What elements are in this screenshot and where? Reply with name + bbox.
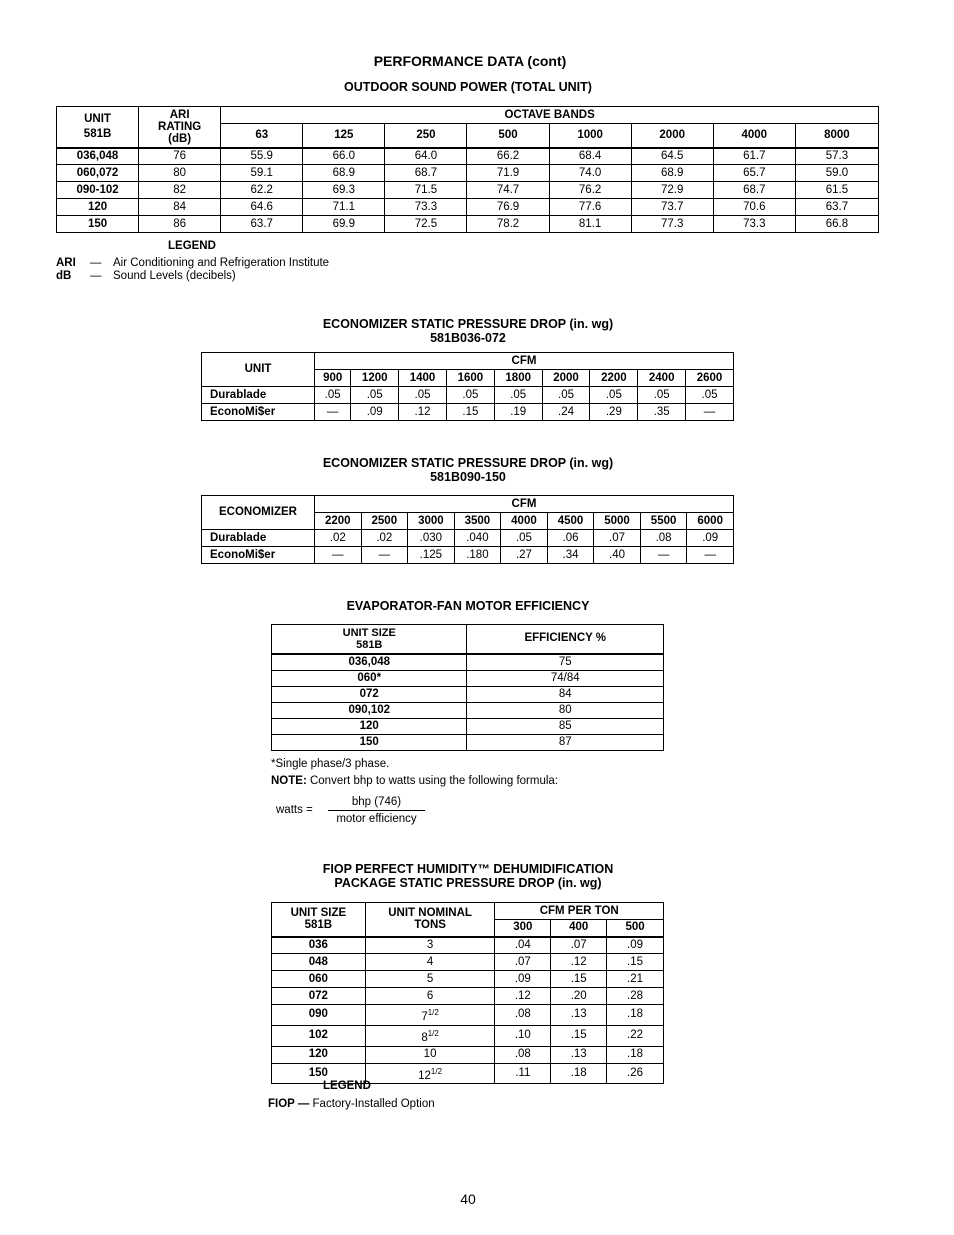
- unit-cell: 102: [272, 1025, 366, 1046]
- unit-cell: 150: [57, 216, 139, 233]
- efficiency-cell: 85: [467, 718, 664, 734]
- formula-lhs: watts =: [276, 804, 313, 816]
- table-row: [202, 387, 734, 404]
- unit-cell: 150: [272, 1063, 366, 1084]
- value-cell: .07: [495, 954, 551, 971]
- table-row: [57, 216, 879, 233]
- humid-title: FIOP PERFECT HUMIDITY™ DEHUMIDIFICATION PACKAGE STATIC PRESSURE DROP (in. wg): [322, 862, 614, 890]
- value-cell: .09: [607, 937, 664, 954]
- value-cell: .26: [607, 1063, 664, 1084]
- value-cell: .24: [542, 404, 590, 421]
- value-cell: 73.3: [713, 216, 795, 233]
- economizer-name-cell: Durablade: [202, 530, 315, 547]
- cfm-header: 2500: [361, 513, 408, 530]
- value-cell: 68.9: [631, 165, 713, 182]
- value-cell: —: [640, 547, 687, 564]
- tons-whole: 10: [423, 1048, 437, 1061]
- ari-cell: 76: [139, 148, 221, 165]
- value-cell: .125: [408, 547, 455, 564]
- humid-table: [271, 902, 664, 1084]
- tons-cell: [365, 988, 495, 1005]
- ari-cell: 84: [139, 199, 221, 216]
- cfm-header: 3000: [408, 513, 455, 530]
- cfm-header: 900: [315, 370, 351, 387]
- value-cell: .12: [399, 404, 447, 421]
- cfm-header: 6000: [687, 513, 734, 530]
- value-cell: .10: [495, 1025, 551, 1046]
- value-cell: 59.1: [221, 165, 303, 182]
- value-cell: —: [315, 547, 362, 564]
- cfm-header: 1600: [446, 370, 494, 387]
- value-cell: .07: [551, 937, 607, 954]
- table-row: [57, 165, 879, 182]
- cfm-header: 2000: [542, 370, 590, 387]
- cfm-header: 2400: [638, 370, 686, 387]
- value-cell: 71.5: [385, 182, 467, 199]
- value-cell: .19: [494, 404, 542, 421]
- value-cell: .02: [315, 530, 362, 547]
- econ2-header-cfm: CFM: [315, 496, 734, 513]
- humid-header-cfm: CFM PER TON: [495, 903, 664, 920]
- value-cell: 70.6: [713, 199, 795, 216]
- value-cell: .12: [551, 954, 607, 971]
- econ2-table: [201, 495, 734, 564]
- ari-cell: 86: [139, 216, 221, 233]
- value-cell: 62.2: [221, 182, 303, 199]
- value-cell: 77.3: [631, 216, 713, 233]
- econ2-title: ECONOMIZER STATIC PRESSURE DROP (in. wg) 581B090-150: [322, 456, 614, 484]
- value-cell: .040: [454, 530, 501, 547]
- value-cell: 66.0: [303, 148, 385, 165]
- value-cell: .27: [501, 547, 548, 564]
- value-cell: .40: [594, 547, 641, 564]
- economizer-name-cell: EconoMi$er: [202, 404, 315, 421]
- value-cell: 69.3: [303, 182, 385, 199]
- value-cell: —: [687, 547, 734, 564]
- motor-header-unit: UNIT SIZE 581B: [272, 625, 467, 654]
- legend-item: ARI — Air Conditioning and Refrigeration Institute: [56, 257, 330, 269]
- octave-band-header: 125: [303, 124, 385, 148]
- value-cell: .07: [594, 530, 641, 547]
- table-row: [57, 148, 879, 165]
- efficiency-cell: 87: [467, 734, 664, 750]
- header-octave-bands: OCTAVE BANDS: [221, 107, 879, 124]
- cfm-header: 1800: [494, 370, 542, 387]
- unit-cell: 090-102: [57, 182, 139, 199]
- value-cell: 76.9: [467, 199, 549, 216]
- tons-whole: 4: [426, 955, 434, 968]
- value-cell: .08: [640, 530, 687, 547]
- cfm-header: 5500: [640, 513, 687, 530]
- value-cell: .18: [607, 1005, 664, 1026]
- value-cell: .05: [315, 387, 351, 404]
- value-cell: 64.0: [385, 148, 467, 165]
- value-cell: 64.6: [221, 199, 303, 216]
- value-cell: .08: [495, 1005, 551, 1026]
- value-cell: .02: [361, 530, 408, 547]
- tons-cell: [365, 1025, 495, 1046]
- humid-legend-title: LEGEND: [323, 1080, 371, 1092]
- value-cell: 76.2: [549, 182, 631, 199]
- legend-item: dB — Sound Levels (decibels): [56, 270, 236, 282]
- sound-legend: [56, 257, 329, 283]
- value-cell: 64.5: [631, 148, 713, 165]
- value-cell: .08: [495, 1046, 551, 1063]
- value-cell: .15: [446, 404, 494, 421]
- table-row: [272, 686, 664, 702]
- value-cell: 55.9: [221, 148, 303, 165]
- tons-fraction: 1/2: [430, 1066, 443, 1076]
- table-row: [272, 1005, 664, 1026]
- tons-whole: 6: [426, 989, 434, 1002]
- tons-cell: [365, 1063, 495, 1084]
- value-cell: 71.1: [303, 199, 385, 216]
- value-cell: 68.7: [385, 165, 467, 182]
- humid-legend: FIOP — Factory-Installed Option: [268, 1098, 435, 1110]
- value-cell: .09: [351, 404, 399, 421]
- value-cell: 69.9: [303, 216, 385, 233]
- value-cell: 74.7: [467, 182, 549, 199]
- value-cell: 78.2: [467, 216, 549, 233]
- tons-whole: 7: [421, 1010, 428, 1023]
- table-row: [272, 954, 664, 971]
- octave-band-header: 250: [385, 124, 467, 148]
- octave-band-header: 8000: [795, 124, 878, 148]
- value-cell: .18: [607, 1046, 664, 1063]
- sound-legend-title: LEGEND: [168, 240, 216, 252]
- unit-cell: 036,048: [57, 148, 139, 165]
- value-cell: .15: [607, 954, 664, 971]
- cfm-header: 500: [607, 920, 664, 937]
- value-cell: 61.5: [795, 182, 878, 199]
- value-cell: 71.9: [467, 165, 549, 182]
- octave-band-header: 4000: [713, 124, 795, 148]
- value-cell: 61.7: [713, 148, 795, 165]
- octave-band-header: 1000: [549, 124, 631, 148]
- page-number: 40: [460, 1191, 476, 1207]
- unit-cell: 090: [272, 1005, 366, 1026]
- cfm-header: 300: [495, 920, 551, 937]
- value-cell: .09: [687, 530, 734, 547]
- efficiency-cell: 74/84: [467, 670, 664, 686]
- value-cell: .13: [551, 1046, 607, 1063]
- economizer-name-cell: EconoMi$er: [202, 547, 315, 564]
- unit-cell: 090,102: [272, 702, 467, 718]
- value-cell: 66.8: [795, 216, 878, 233]
- octave-band-header: 2000: [631, 124, 713, 148]
- cfm-header: 2200: [590, 370, 638, 387]
- cfm-header: 5000: [594, 513, 641, 530]
- sound-power-table: [56, 106, 879, 233]
- value-cell: 63.7: [221, 216, 303, 233]
- cfm-header: 2200: [315, 513, 362, 530]
- tons-cell: [365, 954, 495, 971]
- table-row: [272, 734, 664, 750]
- value-cell: .13: [551, 1005, 607, 1026]
- value-cell: .05: [638, 387, 686, 404]
- header-ari: ARI RATING (dB): [139, 107, 221, 148]
- unit-cell: 060*: [272, 670, 467, 686]
- value-cell: .15: [551, 971, 607, 988]
- motor-footnote: *Single phase/3 phase.: [271, 758, 390, 770]
- value-cell: .15: [551, 1025, 607, 1046]
- table-row: [57, 182, 879, 199]
- value-cell: 81.1: [549, 216, 631, 233]
- tons-fraction: 1/2: [427, 1028, 439, 1038]
- value-cell: .11: [495, 1063, 551, 1084]
- table-row: [272, 654, 664, 671]
- unit-cell: 060: [272, 971, 366, 988]
- cfm-header: 4000: [501, 513, 548, 530]
- value-cell: 72.5: [385, 216, 467, 233]
- value-cell: 63.7: [795, 199, 878, 216]
- tons-whole: 12: [418, 1069, 431, 1082]
- value-cell: —: [361, 547, 408, 564]
- value-cell: .05: [590, 387, 638, 404]
- cfm-header: 1200: [351, 370, 399, 387]
- value-cell: .12: [495, 988, 551, 1005]
- sound-title: OUTDOOR SOUND POWER (TOTAL UNIT): [344, 80, 592, 94]
- value-cell: —: [315, 404, 351, 421]
- unit-cell: 120: [272, 718, 467, 734]
- value-cell: 77.6: [549, 199, 631, 216]
- motor-note: NOTE: Convert bhp to watts using the following formula:: [271, 775, 558, 787]
- value-cell: 73.3: [385, 199, 467, 216]
- ari-cell: 82: [139, 182, 221, 199]
- page-title: PERFORMANCE DATA (cont): [373, 53, 567, 69]
- tons-fraction: 1/2: [427, 1008, 439, 1017]
- value-cell: .030: [408, 530, 455, 547]
- econ1-header-first: UNIT: [202, 353, 315, 387]
- value-cell: 72.9: [631, 182, 713, 199]
- value-cell: .34: [547, 547, 594, 564]
- tons-cell: [365, 1005, 495, 1026]
- econ2-header-first: ECONOMIZER: [202, 496, 315, 530]
- tons-cell: [365, 937, 495, 954]
- unit-cell: 072: [272, 988, 366, 1005]
- table-row: [272, 937, 664, 954]
- unit-cell: 120: [57, 199, 139, 216]
- value-cell: .180: [454, 547, 501, 564]
- unit-cell: 036,048: [272, 654, 467, 671]
- value-cell: .05: [399, 387, 447, 404]
- formula-denominator: motor efficiency: [336, 813, 417, 825]
- cfm-header: 1400: [399, 370, 447, 387]
- table-row: [272, 702, 664, 718]
- table-row: [272, 718, 664, 734]
- value-cell: .05: [686, 387, 734, 404]
- value-cell: .09: [495, 971, 551, 988]
- value-cell: 59.0: [795, 165, 878, 182]
- motor-table: [271, 624, 664, 751]
- table-row: [272, 971, 664, 988]
- table-row: [57, 199, 879, 216]
- tons-cell: [365, 971, 495, 988]
- value-cell: 68.9: [303, 165, 385, 182]
- value-cell: .22: [607, 1025, 664, 1046]
- table-row: [272, 670, 664, 686]
- value-cell: .05: [542, 387, 590, 404]
- tons-whole: 5: [426, 972, 434, 985]
- humid-header-tons: UNIT NOMINAL TONS: [365, 903, 495, 937]
- tons-whole: 3: [426, 938, 434, 951]
- value-cell: 68.7: [713, 182, 795, 199]
- value-cell: .35: [638, 404, 686, 421]
- unit-cell: 120: [272, 1046, 366, 1063]
- value-cell: 73.7: [631, 199, 713, 216]
- econ1-table: [201, 352, 734, 421]
- formula-fraction: [328, 795, 425, 827]
- unit-cell: 060,072: [57, 165, 139, 182]
- value-cell: .05: [351, 387, 399, 404]
- tons-cell: [365, 1046, 495, 1063]
- ari-cell: 80: [139, 165, 221, 182]
- table-row: [272, 988, 664, 1005]
- econ1-title: ECONOMIZER STATIC PRESSURE DROP (in. wg) 581B036-072: [322, 317, 614, 345]
- economizer-name-cell: Durablade: [202, 387, 315, 404]
- value-cell: .04: [495, 937, 551, 954]
- value-cell: .21: [607, 971, 664, 988]
- value-cell: .05: [501, 530, 548, 547]
- efficiency-cell: 75: [467, 654, 664, 671]
- cfm-header: 4500: [547, 513, 594, 530]
- motor-title: EVAPORATOR-FAN MOTOR EFFICIENCY: [346, 599, 590, 613]
- efficiency-cell: 84: [467, 686, 664, 702]
- formula-numerator: bhp (746): [328, 795, 425, 811]
- value-cell: .20: [551, 988, 607, 1005]
- value-cell: 57.3: [795, 148, 878, 165]
- efficiency-cell: 80: [467, 702, 664, 718]
- table-row: [202, 530, 734, 547]
- motor-header-eff: EFFICIENCY %: [467, 625, 664, 654]
- table-row: [202, 404, 734, 421]
- value-cell: 66.2: [467, 148, 549, 165]
- table-row: [272, 1025, 664, 1046]
- econ1-header-cfm: CFM: [315, 353, 734, 370]
- value-cell: .29: [590, 404, 638, 421]
- tons-whole: 8: [421, 1031, 428, 1044]
- value-cell: 65.7: [713, 165, 795, 182]
- table-row: [272, 1046, 664, 1063]
- unit-cell: 048: [272, 954, 366, 971]
- value-cell: .05: [446, 387, 494, 404]
- value-cell: .05: [494, 387, 542, 404]
- value-cell: .18: [551, 1063, 607, 1084]
- value-cell: —: [686, 404, 734, 421]
- unit-cell: 072: [272, 686, 467, 702]
- value-cell: .06: [547, 530, 594, 547]
- octave-band-header: 500: [467, 124, 549, 148]
- cfm-header: 3500: [454, 513, 501, 530]
- cfm-header: 400: [551, 920, 607, 937]
- unit-cell: 036: [272, 937, 366, 954]
- value-cell: .28: [607, 988, 664, 1005]
- value-cell: 74.0: [549, 165, 631, 182]
- unit-cell: 150: [272, 734, 467, 750]
- octave-band-header: 63: [221, 124, 303, 148]
- cfm-header: 2600: [686, 370, 734, 387]
- table-row: [202, 547, 734, 564]
- header-unit: UNIT 581B: [57, 107, 139, 148]
- humid-header-unit: UNIT SIZE 581B: [272, 903, 366, 937]
- value-cell: 68.4: [549, 148, 631, 165]
